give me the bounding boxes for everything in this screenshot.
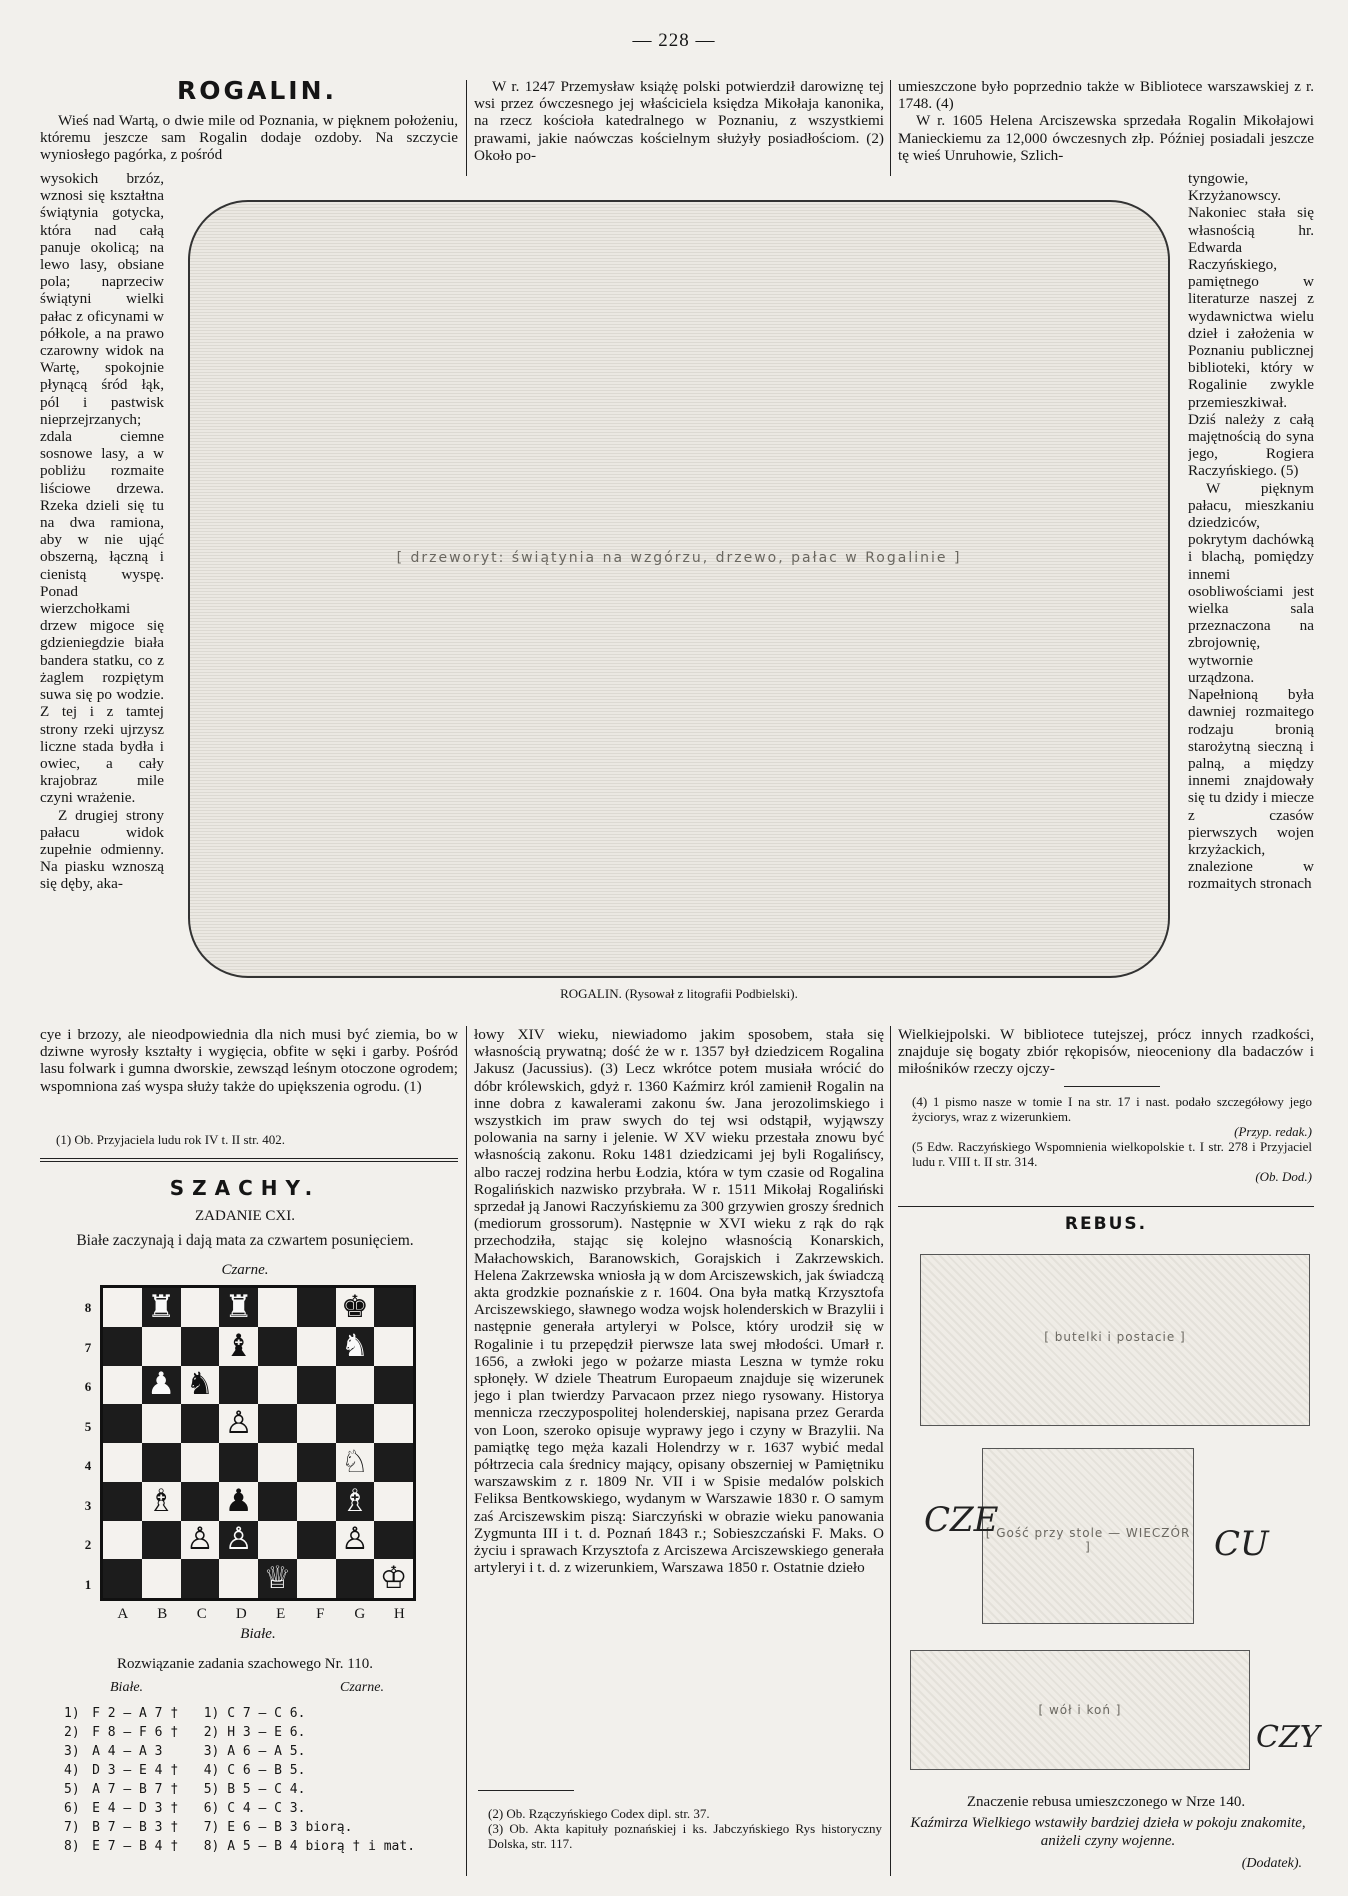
chess-square-h6 [374, 1366, 413, 1405]
chess-square-h2 [374, 1521, 413, 1560]
article-intro-text: Wieś nad Wartą, o dwie mile od Poznania, w pięknem położeniu, któremu jeszcze sam Rogalin dodaje ozdoby. Na szczycie wyniosłego pagórka, z pośród [40, 112, 458, 164]
chess-square-e8 [258, 1288, 297, 1327]
chess-square-d1 [219, 1559, 258, 1598]
chess-square-f8 [297, 1288, 336, 1327]
article-col1-lower [40, 1026, 458, 1122]
footnote-4: (4) 1 pismo nasze w tomie I na str. 17 i nast. podało szczegółowy jego życiorys, wraz z wizerunkiem. [912, 1094, 1312, 1124]
chess-square-h5 [374, 1404, 413, 1443]
solution-black-move: 1) C 7 — C 6. [203, 1706, 306, 1721]
engraving-caption: ROGALIN. (Rysował z litografii Podbielski). [560, 986, 798, 1001]
article-col3-narrow-text: tyngowie, Krzyżanowscy. Nakoniec stała się własnością hr. Edwarda Raczyńskiego, pamiętnego w literaturze naszej z wydawnictwa wielu dzieł i założenia w Poznaniu publicznej biblioteki, który w Rogalinie zwykle przemieszkiwał. Dziś należy z całą majętnością do syna jego, Rogiera Raczyńskiego. (5) [1188, 170, 1314, 480]
chess-square-b6 [142, 1366, 181, 1405]
chess-square-c5 [181, 1404, 220, 1443]
chess-square-c6 [181, 1366, 220, 1405]
footnote-1: (1) Ob. Przyjaciela ludu rok IV t. II str. 402. [56, 1132, 286, 1147]
solution-move-number: 6) [64, 1801, 80, 1816]
chess-solution-table [60, 1704, 460, 1856]
section-divider [40, 1158, 458, 1162]
article-col2-top-text: W r. 1247 Przemysław książę polski potwierdził darowiznę tej wsi przez ówczesnego jej właściciela księdza Mikołaja kanonika, na rzecz kościoła katedralnego w Poznaniu, z wszystkiemi prawami, jakie naówczas kościelnym służyły posiadłościom. (2) Około po- [474, 78, 884, 164]
chess-square-c4 [181, 1443, 220, 1482]
chess-square-c1 [181, 1559, 220, 1598]
solution-black-move: 8) A 5 — B 4 biorą † i mat. [203, 1839, 416, 1854]
chess-square-d8 [219, 1288, 258, 1327]
solution-move-number: 7) [64, 1820, 80, 1835]
chess-square-a6 [103, 1366, 142, 1405]
chess-rank-label: 7 [84, 1339, 92, 1355]
chess-square-h7 [374, 1327, 413, 1366]
chess-piece: ♟ [147, 1366, 176, 1403]
chess-piece: ♘ [340, 1443, 369, 1480]
article-col1-lower-text: cye i brzozy, ale nieodpowiednia dla nich musi być ziemia, bo w dziwne wyrosły kształty i wygięcia, obfite w sęki i garby. Pośród lasu folwark i gumna dworskie, zewsząd leśnym otoczone ogrodem; wspomniona zaś wyspa służy także do upiększenia ogrodu. (1) [40, 1026, 458, 1095]
chess-square-b4 [142, 1443, 181, 1482]
chess-black-label: Czarne. [221, 1262, 269, 1278]
solution-white-move: E 4 — D 3 † [92, 1801, 179, 1816]
rebus-script-3: CZY [1256, 1720, 1320, 1755]
article-col3-narrow-text-2: W pięknym pałacu, mieszkaniu dziedziców, pokrytym dachówką i blachą, pomiędzy innemi osobliwościami jest wielka sala przeznaczona na zbrojownię, wytwornie urządzona. Napełnioną była dawniej rozmaitego rodzaju bronią starożytną sieczną i palną, a między innemi znajdowały się tu dzidy i miecze z czasów pierwszych wojen krzyżackich, znalezione w rozmaitych stronach [1188, 479, 1314, 893]
chess-piece: ♔ [379, 1560, 408, 1597]
solution-black-move: 4) C 6 — B 5. [203, 1763, 306, 1778]
rebus-script-2: CU [1214, 1524, 1269, 1564]
chess-square-e5 [258, 1404, 297, 1443]
solution-move-number: 5) [64, 1782, 80, 1797]
chess-square-f4 [297, 1443, 336, 1482]
solution-row [60, 1761, 460, 1780]
chess-piece: ♗ [340, 1482, 369, 1519]
chess-square-b5 [142, 1404, 181, 1443]
chess-square-e7 [258, 1327, 297, 1366]
solution-white-move: E 7 — B 4 † [92, 1839, 179, 1854]
article-col3-narrow [1188, 170, 1314, 1018]
chess-square-f3 [297, 1482, 336, 1521]
chess-piece: ♜ [224, 1288, 253, 1325]
footnote-3: (3) Ob. Akta kapituły poznańskiej i ks. Jabczyńskiego Rys historyczny Dolska, str. 117. [488, 1821, 882, 1851]
page-number: — 228 — [632, 30, 716, 51]
article-col3-lower [898, 1026, 1314, 1082]
chess-square-b2 [142, 1521, 181, 1560]
solution-move-number: 3) [64, 1744, 80, 1759]
chess-file-label: B [157, 1606, 168, 1622]
chess-file-label: G [354, 1606, 366, 1622]
solution-row [60, 1780, 460, 1799]
solution-black-header: Czarne. [340, 1680, 384, 1695]
chess-rank-label: 5 [84, 1418, 92, 1434]
chess-square-f5 [297, 1404, 336, 1443]
chess-file-label: H [393, 1606, 405, 1622]
chess-rank-label: 3 [84, 1497, 92, 1513]
solution-white-move: D 3 — E 4 † [92, 1763, 179, 1778]
chess-square-f1 [297, 1559, 336, 1598]
chess-square-a4 [103, 1443, 142, 1482]
rebus-answer-text: Kaźmirza Wielkiego wstawiły bardziej dzieła w pokoju znakomite, aniżeli czyny wojenne. [910, 1815, 1306, 1849]
chess-square-d2 [219, 1521, 258, 1560]
solution-black-move: 7) E 6 — B 3 biorą. [203, 1820, 353, 1835]
chess-file-label: A [117, 1606, 129, 1622]
col3-footnotes [912, 1094, 1312, 1190]
chess-rank-label: 2 [84, 1537, 92, 1552]
chess-square-d7 [219, 1327, 258, 1366]
chess-square-c8 [181, 1288, 220, 1327]
chess-square-a5 [103, 1404, 142, 1443]
rebus-picture-1-label: [ butelki i postacie ] [1044, 1329, 1186, 1344]
rebus-picture-2 [982, 1448, 1194, 1624]
chess-white-label: Białe. [240, 1626, 276, 1642]
chess-square-d6 [219, 1366, 258, 1405]
chess-title: SZACHY. [169, 1176, 321, 1200]
footnote-5-signature: (Ob. Dod.) [1255, 1169, 1312, 1184]
chess-square-c7 [181, 1327, 220, 1366]
solution-row [60, 1818, 460, 1837]
rebus-signature: (Dodatek). [1241, 1856, 1302, 1871]
chess-square-h3 [374, 1482, 413, 1521]
footnote-4-signature: (Przyp. redak.) [1234, 1124, 1312, 1139]
solution-move-number: 1) [64, 1706, 80, 1721]
solution-black-move: 2) H 3 — E 6. [203, 1725, 306, 1740]
chess-file-label: D [235, 1606, 247, 1622]
solution-row [60, 1837, 460, 1856]
chess-square-b7 [142, 1327, 181, 1366]
engraving-placeholder: [ drzeworyt: świątynia na wzgórzu, drzewo, pałac w Rogalinie ] [396, 550, 962, 567]
footnote-rule [478, 1790, 574, 1791]
solution-white-move: A 4 — A 3 [92, 1744, 163, 1759]
solution-white-move: B 7 — B 3 † [92, 1820, 179, 1835]
chess-square-e3 [258, 1482, 297, 1521]
article-col1-narrow [40, 170, 164, 1024]
chess-square-h4 [374, 1443, 413, 1482]
footnote-2: (2) Ob. Rzączyńskiego Codex dipl. str. 37. [488, 1806, 710, 1821]
solution-white-move: A 7 — B 7 † [92, 1782, 179, 1797]
chess-square-g3 [336, 1482, 375, 1521]
article-col3-top [898, 78, 1314, 174]
chess-square-h1 [374, 1559, 413, 1598]
chess-square-g2 [336, 1521, 375, 1560]
chess-board [100, 1285, 416, 1601]
footnote-5: (5 Edw. Raczyńskiego Wspomnienia wielkopolskie t. I str. 278 i Przyjaciel ludu r. VIII t. II str. 314. [912, 1139, 1312, 1169]
solution-row [60, 1742, 460, 1761]
chess-square-b1 [142, 1559, 181, 1598]
chess-rank-label: 1 [84, 1576, 92, 1592]
chess-square-g7 [336, 1327, 375, 1366]
chess-instruction: Białe zaczynają i dają mata za czwartem posunięciem. [76, 1232, 414, 1249]
chess-piece: ♚ [340, 1288, 369, 1325]
chess-problem-number: ZADANIE CXI. [195, 1208, 295, 1224]
chess-piece: ♜ [147, 1288, 176, 1325]
chess-piece: ♟ [224, 1482, 253, 1519]
rebus-answer-title: Znaczenie rebusa umieszczonego w Nrze 140. [966, 1794, 1246, 1810]
article-col1-narrow-text-2: Z drugiej strony pałacu widok zupełnie odmienny. Na piasku wznoszą się dęby, aka- [40, 806, 164, 893]
chess-piece: ♗ [147, 1482, 176, 1519]
chess-square-c2 [181, 1521, 220, 1560]
chess-piece: ♙ [340, 1521, 369, 1558]
chess-square-a3 [103, 1482, 142, 1521]
col2-footnotes [488, 1806, 882, 1856]
chess-square-b8 [142, 1288, 181, 1327]
chess-rank-label: 8 [84, 1300, 92, 1315]
chess-piece: ♞ [185, 1366, 214, 1403]
chess-file-label: F [316, 1606, 325, 1622]
article-col2-lower-text: łowy XIV wieku, niewiadomo jakim sposobem, stała się własnością prywatną; dość że w r. 1357 był dziedzicem Rogalina Jakusz (Jacussius). (3) Lecz wkrótce potem musiała wrócić do dóbr królewskich, gdyż r. 1360 Kaźmirz król zamienił Rogalin na inne dobra z kawalerami zakonu św. Jana jerozolimskiego i wszystkich im praw swych do tej wsi odstąpił, wyjąwszy polowania na sarny i jelenie. W XV wieku przestała znowu być własnością zakonu. Roku 1481 dziedzicami jej byli Rogalińscy, albo raczej rodzina herbu Łodzia, która w tym czasie od Rogalina Rogalińskich nazwisko przybrała. W r. 1511 Mikołaj Rogaliński sprzedał ją Janowi Raczyńskiemu za 300 grzywien groszy średnich (mediorum grossorum). Następnie w XVI wieku z rąk do rąk przechodziła, stając się kolejno własnością Konarskich, Małachowskich, Baranowskich, Gorajskich i Zakrzewskich. Helena Zakrzewska wniosła ją w dom Arciszewskich, jak świadczą akta grodzkie poznańskie z r. 1604. Ona była matką Krzysztofa Arciszewskiego, sławnego wodza wojsk holenderskich w Brazylii i następnie generała artyleryi w Polsce, który urodził się w Rogalinie i tu przepędził pierwsze lata swej młodości. Umarł r. 1656, a zwłoki jego w pożarze miasta Leszna w tymże roku spłonęły. W dziele Theatrum Europaeum znajduje się wizerunek jego i plan twierdzy Parvacaon przez niego rysowany. Historya mennicza rzeczypospolitej holenderskiej, napisana przez Gerarda von Loon, szeroko opisuje wyprawy jego i czyny w Brazylii. Na pamiątkę tego męża kazali Holendrzy w r. 1637 wybić medal półtrzecia cala średnicy mający, opisany obszerniej w Pamiętniku warszawskim z r. 1809 Nr. VII i w Spisie medalów polskich Feliksa Bentkowskiego, wydanym w Warszawie 1830 r. O samym zaś Arciszewskim piszą: Siarczyński w obrazie wieku panowania Zygmunta III i t. d. Poznań 1843 r.; Sobieszczański F. Maks. O życiu i sprawach Krzysztofa z Arciszewa Arciszewskiego generała artyleryi i t. d. z wizerunkiem, Warszawa 1850 r. Ostatnie dzieło [474, 1026, 884, 1577]
column-rule [890, 80, 891, 176]
solution-white-move: F 2 — A 7 † [92, 1706, 179, 1721]
chess-square-h8 [374, 1288, 413, 1327]
chess-square-d3 [219, 1482, 258, 1521]
chess-square-e1 [258, 1559, 297, 1598]
solution-move-number: 4) [64, 1763, 80, 1778]
solution-white-header: Białe. [110, 1680, 144, 1695]
chess-rank-label: 4 [84, 1458, 92, 1473]
column-rule [466, 80, 467, 176]
column-rule [890, 1026, 891, 1876]
column-rule [466, 1026, 467, 1876]
chess-piece: ♝ [224, 1327, 253, 1364]
solution-black-move: 3) A 6 — A 5. [203, 1744, 306, 1759]
rebus-picture-2-label: [ Gość przy stole — WIECZÓR ] [985, 1525, 1191, 1554]
chess-file-label: C [196, 1606, 207, 1622]
chess-square-d5 [219, 1404, 258, 1443]
rebus-picture-1 [920, 1254, 1310, 1426]
rebus-picture-3-label: [ wół i koń ] [1038, 1702, 1122, 1717]
chess-square-e6 [258, 1366, 297, 1405]
rebus-title: REBUS. [1064, 1214, 1148, 1234]
chess-piece: ♕ [263, 1560, 292, 1597]
article-col3-lower-text: Wielkiejpolski. W bibliotece tutejszej, prócz innych rzadkości, znajduje się bogaty zbiór rękopisów, nieoceniony dla badaczów i miłośników rzeczy ojczy- [898, 1026, 1314, 1078]
article-col1-narrow-text: wysokich brzóz, wznosi się kształtna świątynia gotycka, która nad całą panuje okolicą; na lewo lasy, obsiane pola; naprzeciw świątyni wielki pałac z oficynami w półkole, a na prawo czarowny widok na Wartę, spokojnie płynącą śród łąk, pól i pastwisk nieprzejrzanych; zdala ciemne sosnowe lasy, a w pobliżu rozmaite liściowe drzewa. Rzeka dzieli się tu na dwa ramiona, aby w nie ująć obszerną, łączną i cienistą wyspę. Ponad wierzchołkami drzew migoce się gdzieniegdzie biała bandera statku, co z żaglem rozpiętym suwa się po wodzie. Z tej i z tamtej strony rzeki ujrzysz liczne stada bydła i owiec, a cały krajobraz mile czyni wrażenie. [40, 170, 164, 807]
chess-square-e4 [258, 1443, 297, 1482]
solution-white-move: F 8 — F 6 † [92, 1725, 179, 1740]
chess-piece: ♙ [224, 1405, 253, 1442]
chess-square-f6 [297, 1366, 336, 1405]
chess-square-c3 [181, 1482, 220, 1521]
solution-row [60, 1799, 460, 1818]
rogalin-engraving [188, 200, 1170, 978]
article-title: ROGALIN. [176, 76, 338, 105]
chess-square-g4 [336, 1443, 375, 1482]
chess-square-g1 [336, 1559, 375, 1598]
chess-square-g8 [336, 1288, 375, 1327]
chess-square-f2 [297, 1521, 336, 1560]
solution-black-move: 5) B 5 — C 4. [203, 1782, 306, 1797]
rebus-script-1: CZE [924, 1500, 999, 1540]
article-col3-top-text: umieszczone było poprzednio także w Bibliotece warszawskiej z r. 1748. (4) [898, 78, 1314, 113]
chess-square-e2 [258, 1521, 297, 1560]
section-divider [898, 1206, 1314, 1207]
solution-move-number: 8) [64, 1839, 80, 1854]
chess-square-a7 [103, 1327, 142, 1366]
article-col2-lower [474, 1026, 884, 1784]
article-col3-top-text-2: W r. 1605 Helena Arciszewska sprzedała Rogalin Mikołajowi Manieckiemu za 12,000 ówczesnych złp. Później posiadali jeszcze tę wieś Unruhowie, Szlich- [898, 112, 1314, 164]
chess-square-g6 [336, 1366, 375, 1405]
chess-solution-title: Rozwiązanie zadania szachowego Nr. 110. [116, 1656, 373, 1672]
chess-rank-label: 6 [84, 1379, 92, 1394]
article-col2-top [474, 78, 884, 174]
chess-file-label: E [276, 1606, 286, 1622]
chess-square-a2 [103, 1521, 142, 1560]
footnote-rule [1064, 1086, 1160, 1087]
article-intro [40, 112, 458, 168]
solution-row [60, 1704, 460, 1723]
chess-square-g5 [336, 1404, 375, 1443]
chess-piece: ♞ [340, 1327, 369, 1364]
chess-square-a1 [103, 1559, 142, 1598]
chess-square-b3 [142, 1482, 181, 1521]
chess-square-f7 [297, 1327, 336, 1366]
solution-move-number: 2) [64, 1725, 80, 1740]
chess-square-a8 [103, 1288, 142, 1327]
chess-piece: ♙ [185, 1521, 214, 1558]
chess-square-d4 [219, 1443, 258, 1482]
chess-piece: ♙ [224, 1521, 253, 1558]
solution-row [60, 1723, 460, 1742]
rebus-picture-3 [910, 1650, 1250, 1770]
solution-black-move: 6) C 4 — C 3. [203, 1801, 306, 1816]
